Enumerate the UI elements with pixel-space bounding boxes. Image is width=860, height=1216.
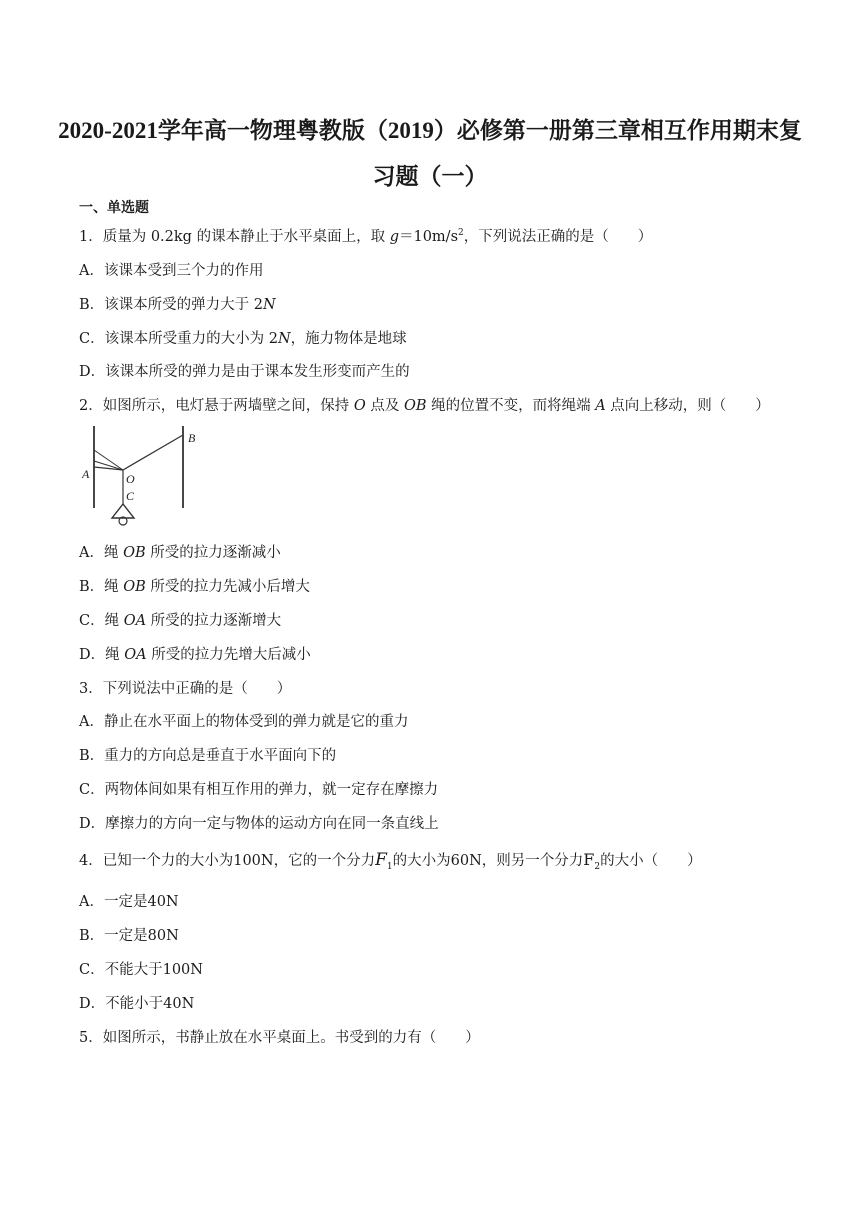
q4-option-b: B．一定是80N (79, 928, 179, 944)
q2-option-a (79, 541, 281, 562)
q2-stem-part: 绳的位置不变，而将绳端 (426, 398, 596, 414)
question-1-stem (79, 225, 652, 246)
q2-option-b (79, 575, 310, 596)
q2-option-text: 所受的拉力逐渐减小 (145, 545, 281, 561)
q2-option-text: A．绳 (79, 545, 124, 561)
q1-stem-part: ，下列说法正确的是（ ） (463, 229, 653, 245)
q1-stem-part: 1．质量为 0.2kg 的课本静止于水平桌面上，取 (79, 229, 390, 245)
q1-g-symbol: g (389, 229, 399, 245)
lamp-between-walls-diagram (78, 422, 202, 530)
lamp-shade (112, 504, 134, 518)
q2-point-o: O (353, 398, 366, 414)
q1-exponent: 2 (458, 228, 464, 239)
page-title-line-1: 2020-2021学年高一物理粤教版（2019）必修第一册第三章相互作用期末复 (58, 118, 802, 143)
question-4-stem (79, 849, 702, 872)
q2-rope-ob: OB (403, 398, 427, 414)
label-b: B (188, 431, 196, 445)
q4-option-a: A．一定是40N (79, 894, 179, 910)
question-2-stem (79, 394, 770, 415)
q1-option-b-text: B．该课本所受的弹力大于 2 (79, 297, 263, 313)
q2-point-a: A (595, 398, 606, 414)
q2-stem-part: 点及 (365, 398, 404, 414)
q2-option-rope: OA (124, 647, 147, 663)
q4-option-d: D．不能小于40N (79, 996, 195, 1012)
q1-option-d: D．该课本所受的弹力是由于课本发生形变而产生的 (79, 364, 410, 380)
q2-option-text: D．绳 (79, 647, 125, 663)
q3-option-b: B．重力的方向总是垂直于水平面向下的 (79, 748, 337, 764)
q3-option-c: C．两物体间如果有相互作用的弹力，就一定存在摩擦力 (79, 782, 439, 798)
question-3-stem: 3．下列说法中正确的是（ ） (79, 681, 292, 697)
q4-stem-part: 的大小（ ） (600, 853, 702, 869)
q2-option-text: B．绳 (79, 579, 124, 595)
question-5-stem: 5．如图所示，书静止放在水平桌面上。书受到的力有（ ） (79, 1030, 480, 1046)
q4-f2-subscript: 2 (594, 861, 601, 872)
rope-ob (123, 435, 183, 470)
q4-f1-subscript: 1 (386, 861, 393, 872)
section-heading: 一、单选题 (79, 200, 149, 216)
q2-option-d (79, 643, 311, 664)
q2-option-c (79, 609, 281, 630)
q2-stem-part: 2．如图所示，电灯悬于两墙壁之间，保持 (79, 398, 354, 414)
q4-stem-part: 的大小为60N，则另一个分力 (392, 853, 584, 869)
q2-option-rope: OB (123, 579, 146, 595)
q2-option-text: C．绳 (79, 613, 124, 629)
q1-option-c-text: C．该课本所受重力的大小为 2 (79, 331, 278, 347)
q3-option-a: A．静止在水平面上的物体受到的弹力就是它的重力 (79, 714, 409, 730)
q4-stem-part: 4．已知一个力的大小为100N，它的一个分力 (79, 853, 376, 869)
q4-f1-symbol: F (375, 850, 387, 870)
q3-option-d: D．摩擦力的方向一定与物体的运动方向在同一条直线上 (79, 816, 439, 832)
q2-stem-part: 点向上移动，则（ ） (605, 398, 770, 414)
label-a: A (82, 467, 90, 481)
q2-option-rope: OA (123, 613, 147, 629)
q4-f2-symbol: F (583, 850, 595, 869)
q1-option-c (79, 327, 407, 348)
q1-option-a: A．该课本受到三个力的作用 (79, 263, 264, 279)
q2-option-text: 所受的拉力先增大后减小 (146, 647, 311, 663)
q1-option-c-unit: N (277, 331, 291, 347)
label-o: O (126, 472, 135, 486)
q1-option-c-text: ，施力物体是地球 (290, 331, 407, 347)
q2-option-text: 所受的拉力先减小后增大 (145, 579, 310, 595)
q4-option-c: C．不能大于100N (79, 962, 203, 978)
q2-option-rope: OB (123, 545, 146, 561)
q1-stem-part: ＝10m/s (398, 229, 459, 245)
q1-option-b (79, 293, 276, 314)
q1-option-b-unit: N (263, 297, 276, 313)
q2-option-text: 所受的拉力逐渐增大 (146, 613, 282, 629)
page-title-line-2: 习题（一） (372, 164, 488, 189)
label-c: C (126, 489, 135, 503)
